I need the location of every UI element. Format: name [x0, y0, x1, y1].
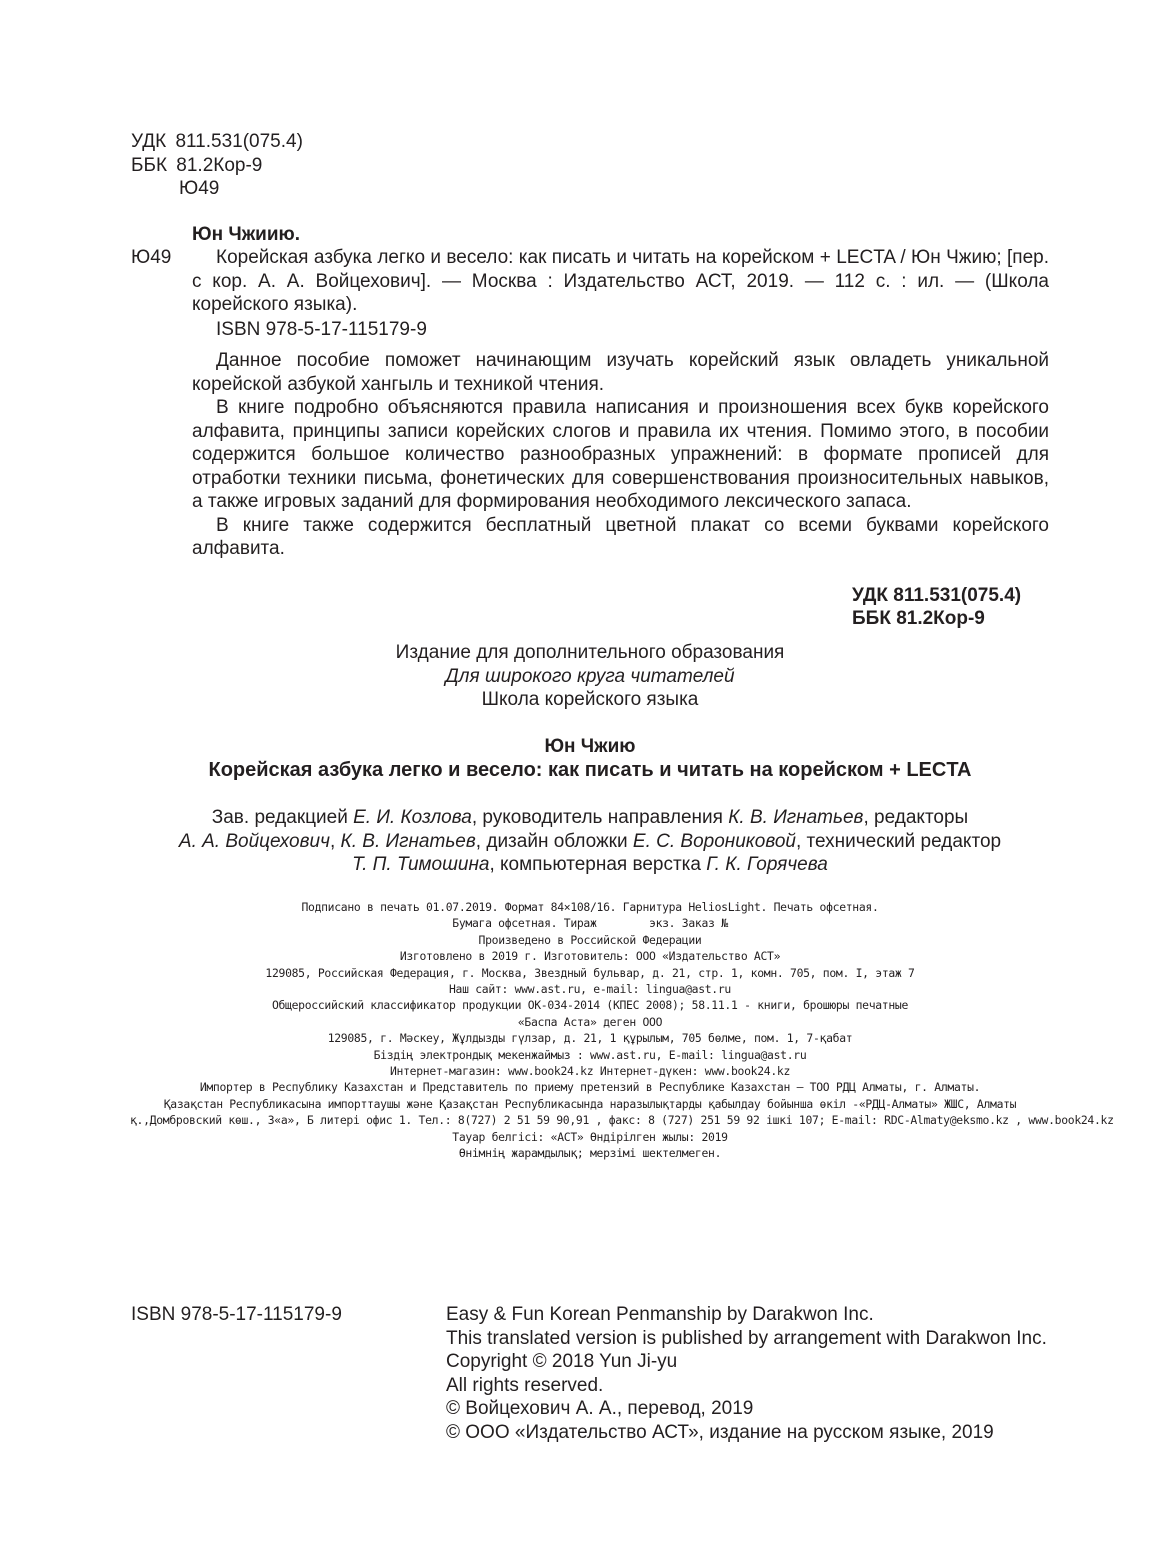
copyright-line: Easy & Fun Korean Penmanship by Darakwon Inc. — [446, 1304, 874, 1325]
imprint-line: Қазақстан Республикасына импорттаушы және Қазақстан Республикасында наразылықтарды қабылдау бойынша өкіл -«РДЦ-Алматы» ЖШС, Алматы — [163, 1096, 1017, 1111]
udk-line — [131, 130, 303, 154]
imprint-line: Изготовлено в 2019 г. Изготовитель: ООО «Издательство АСТ» — [399, 949, 781, 964]
credits-line: Зав. редакцией Е. И. Козлова, руководитель направления К. В. Игнатьев, редакторы — [211, 807, 969, 828]
credits — [90, 806, 1090, 877]
annotation-paragraph: В книге также содержится бесплатный цветной плакат со всеми буквами корейского алфавита. — [192, 514, 1049, 559]
copyright-line: This translated version is published by arrangement with Darakwon Inc. — [446, 1327, 1047, 1349]
imprint-line: Интернет-магазин: www.book24.kz Интернет-дүкен: www.book24.kz — [389, 1064, 791, 1079]
footer-isbn: ISBN 978-5-17-115179-9 — [131, 1304, 342, 1325]
record-isbn: ISBN 978-5-17-115179-9 — [216, 319, 427, 340]
imprint-line: Общероссийский классификатор продукции ОК-034-2014 (КПЕС 2008); 58.11.1 - книги, брошюры печатные — [271, 998, 909, 1013]
credits-line: Т. П. Тимошина, компьютерная верстка Г. К. Горячева — [352, 854, 828, 875]
bbk-label: ББК — [131, 155, 168, 176]
book-title: Корейская азбука легко и весело: как писать и читать на корейском + LECTA — [208, 759, 972, 781]
imprint-line: Произведено в Российской Федерации — [478, 932, 702, 947]
imprint-line: Біздің электрондық мекенжаймыз : www.ast.ru, E-mail: lingua@ast.ru — [373, 1047, 807, 1062]
imprint — [130, 899, 1114, 1162]
imprint-line: Подписано в печать 01.07.2019. Формат 84×108/16. Гарнитура HeliosLight. Печать офсетная. — [301, 900, 879, 914]
copyright-block — [446, 1303, 1047, 1444]
bbk-bold: ББК 81.2Кор-9 — [852, 608, 985, 629]
imprint-line: «Баспа Аста» деген ООО — [517, 1014, 663, 1029]
udk-bold: УДК 811.531(075.4) — [852, 585, 1022, 606]
annotation-paragraph: Данное пособие поможет начинающим изучать корейский язык овладеть уникальной корейской азбукой хангыль и техникой чтения. — [192, 350, 1049, 395]
copyright-line: © ООО «Издательство АСТ», издание на русском языке, 2019 — [446, 1421, 994, 1443]
title-author: Юн Чжию — [544, 736, 636, 757]
annotation — [192, 349, 1049, 561]
udk-value: 811.531(075.4) — [175, 131, 303, 152]
imprint-line: 129085, г. Мәскеу, Жұлдызды гүлзар, д. 21, 1 құрылым, 705 бөлме, пом. 1, 7-қабат — [327, 1031, 853, 1046]
annotation-paragraph: В книге подробно объясняются правила написания и произношения всех букв корейского алфавита, принципы записи корейских слогов и правила их чтения. Помимо этого, в пособии содержится большое количество разнообразных упражнений: в формате прописей для отработки техники письма, фонетических для совершенствования произносительных навыков, а также игровых заданий для формирования необходимого лексического запаса. — [192, 397, 1049, 512]
edition-type: Издание для дополнительного образования — [395, 642, 785, 663]
copyright-line: © Войцехович А. А., перевод, 2019 — [446, 1398, 754, 1419]
imprint-line: Импортер в Республику Казахстан и Представитель по приему претензий в Республике Казахстан — ТОО РДЦ Алматы, г. Алматы. — [199, 1080, 981, 1095]
imprint-line: Тауар белгісі: «АСТ» Өндірілген жылы: 2019 — [452, 1129, 728, 1144]
imprint-line: қ.,Домбровский көш., 3«а», Б литері офис 1. Тел.: 8(727) 2 51 59 90,91 , факс: 8 (727) 251 59 92 ішкі 107; E-mail: RDC-Almaty@eksmo.kz , www.book24.kz — [130, 1113, 1114, 1128]
edition-block — [300, 641, 880, 712]
record-mark: Ю49 — [131, 247, 172, 268]
udk-label: УДК — [131, 131, 167, 152]
edition-audience: Для широкого круга читателей — [445, 665, 735, 687]
credits-line: А. А. Войцехович, К. В. Игнатьев, дизайн обложки Е. С. Ворониковой, технический редактор — [178, 830, 1002, 852]
author-heading: Юн Чжиию. — [192, 224, 301, 245]
author-mark: Ю49 — [179, 178, 220, 199]
edition-series: Школа корейского языка — [481, 689, 699, 710]
bibliographic-description: Корейская азбука легко и весело: как писать и читать на корейском + LECTA / Юн Чжию; [пер. с кор. А. А. Войцехович]. — Москва : Издательство АСТ, 2019. — 112 с. : ил. — (Школа корейского языка). — [192, 247, 1049, 315]
copyright-line: Copyright © 2018 Yun Ji-yu — [446, 1351, 678, 1372]
imprint-line: Наш сайт: www.ast.ru, e-mail: lingua@ast.ru — [449, 982, 731, 997]
imprint-line: Бумага офсетная. Тираж экз. Заказ № — [452, 916, 728, 931]
copyright-line: All rights reserved. — [446, 1374, 604, 1396]
imprint-line: 129085, Российская Федерация, г. Москва, Звездный бульвар, д. 21, стр. 1, комн. 705, пом. I, этаж 7 — [265, 965, 915, 980]
bbk-line — [131, 154, 262, 178]
bbk-value: 81.2Кор-9 — [176, 155, 263, 176]
imprint-line: Өнімнің жарамдылық; мерзімі шектелмеген. — [458, 1146, 722, 1161]
